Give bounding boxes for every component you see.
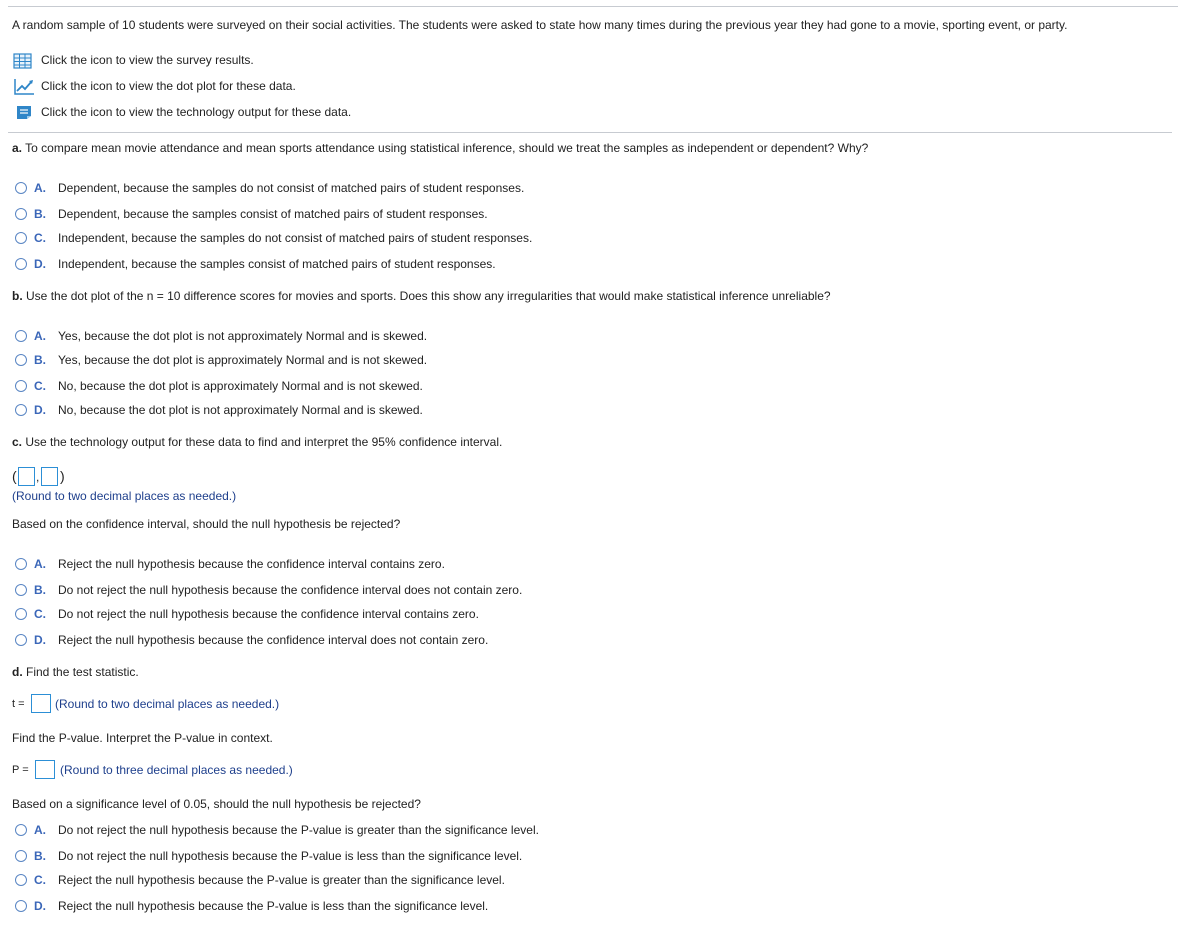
- question-c: [12, 435, 502, 449]
- qa-option-a-radio[interactable]: [15, 182, 27, 194]
- t-statistic-label: t =: [12, 698, 25, 710]
- qd-option-b-radio[interactable]: [15, 850, 27, 862]
- ci-lower-input[interactable]: [18, 467, 35, 486]
- qd-option-d-radio[interactable]: [15, 900, 27, 912]
- qd-option-b-letter: B.: [34, 849, 46, 863]
- qd-option-c-text[interactable]: Reject the null hypothesis because the P-value is greater than the significance level.: [58, 873, 505, 887]
- qc-option-b-letter: B.: [34, 583, 46, 597]
- qa-option-d-radio[interactable]: [15, 258, 27, 270]
- qb-option-d-text[interactable]: No, because the dot plot is not approximately Normal and is skewed.: [58, 403, 423, 417]
- qd-option-c-radio[interactable]: [15, 874, 27, 886]
- technology-output-link[interactable]: Click the icon to view the technology output for these data.: [41, 105, 352, 119]
- p-value-label: P =: [12, 764, 29, 776]
- qa-option-a-text[interactable]: Dependent, because the samples do not consist of matched pairs of student responses.: [58, 181, 525, 195]
- qa-option-d-text[interactable]: Independent, because the samples consist of matched pairs of student responses.: [58, 257, 496, 271]
- qb-option-a-radio[interactable]: [15, 330, 27, 342]
- dot-plot-link[interactable]: Click the icon to view the dot plot for these data.: [41, 79, 296, 93]
- qc-option-b-radio[interactable]: [15, 584, 27, 596]
- qc-option-a-text[interactable]: Reject the null hypothesis because the confidence interval contains zero.: [58, 557, 445, 571]
- qb-option-b-letter: B.: [34, 353, 46, 367]
- qb-option-a-text[interactable]: Yes, because the dot plot is not approximately Normal and is skewed.: [58, 329, 428, 343]
- top-divider: [8, 6, 1178, 7]
- qa-option-c-letter: C.: [34, 231, 46, 245]
- table-icon[interactable]: [13, 53, 33, 69]
- question-b-label: b.: [12, 289, 23, 303]
- qd-option-b-text[interactable]: Do not reject the null hypothesis because the P-value is less than the significance level.: [58, 849, 523, 863]
- qa-option-c-text[interactable]: Independent, because the samples do not consist of matched pairs of student responses.: [58, 231, 533, 245]
- qc-option-c-text[interactable]: Do not reject the null hypothesis because the confidence interval contains zero.: [58, 607, 479, 621]
- p-round-hint: (Round to three decimal places as needed.): [60, 763, 293, 777]
- significance-question: Based on a significance level of 0.05, should the null hypothesis be rejected?: [12, 797, 421, 811]
- qd-option-c-letter: C.: [34, 873, 46, 887]
- qb-option-a-letter: A.: [34, 329, 46, 343]
- qd-option-a-text[interactable]: Do not reject the null hypothesis because the P-value is greater than the significance level.: [58, 823, 539, 837]
- ci-comma: ,: [36, 470, 40, 484]
- qb-option-c-radio[interactable]: [15, 380, 27, 392]
- qb-option-c-letter: C.: [34, 379, 46, 393]
- qc-option-a-radio[interactable]: [15, 558, 27, 570]
- p-value-prompt: Find the P-value. Interpret the P-value in context.: [12, 731, 273, 745]
- qd-option-a-radio[interactable]: [15, 824, 27, 836]
- qd-option-d-text[interactable]: Reject the null hypothesis because the P-value is less than the significance level.: [58, 899, 489, 913]
- qd-option-d-letter: D.: [34, 899, 46, 913]
- qb-option-b-text[interactable]: Yes, because the dot plot is approximately Normal and is not skewed.: [58, 353, 428, 367]
- qa-option-a-letter: A.: [34, 181, 46, 195]
- question-b-text: Use the dot plot of the n = 10 difference scores for movies and sports. Does this show any irregularities that would make statistical inference unreliable?: [26, 289, 831, 303]
- qa-option-b-letter: B.: [34, 207, 46, 221]
- question-d-label: d.: [12, 665, 23, 679]
- document-icon[interactable]: [15, 104, 35, 120]
- survey-results-link[interactable]: Click the icon to view the survey results.: [41, 53, 254, 67]
- qc-option-d-letter: D.: [34, 633, 46, 647]
- qa-option-c-radio[interactable]: [15, 232, 27, 244]
- question-c-text: Use the technology output for these data to find and interpret the 95% confidence interval.: [25, 435, 503, 449]
- qc-option-a-letter: A.: [34, 557, 46, 571]
- qc-option-d-radio[interactable]: [15, 634, 27, 646]
- question-a-text: To compare mean movie attendance and mean sports attendance using statistical inference, should we treat the samples as independent or dependent? Why?: [25, 141, 869, 155]
- t-round-hint: (Round to two decimal places as needed.): [55, 697, 280, 711]
- intro-text: A random sample of 10 students were surveyed on their social activities. The students were asked to state how many times during the previous year they had gone to a movie, sporting event, or party.: [12, 18, 1068, 32]
- ci-open-paren: (: [12, 468, 17, 484]
- qd-option-a-letter: A.: [34, 823, 46, 837]
- ci-upper-input[interactable]: [41, 467, 58, 486]
- ci-followup-question: Based on the confidence interval, should the null hypothesis be rejected?: [12, 517, 401, 531]
- qa-option-d-letter: D.: [34, 257, 46, 271]
- qb-option-c-text[interactable]: No, because the dot plot is approximately Normal and is not skewed.: [58, 379, 423, 393]
- question-b: [12, 289, 831, 303]
- qc-option-c-letter: C.: [34, 607, 46, 621]
- qc-option-c-radio[interactable]: [15, 608, 27, 620]
- t-statistic-input[interactable]: [31, 694, 51, 713]
- chart-icon[interactable]: [13, 78, 33, 94]
- question-a: [12, 141, 868, 155]
- qa-option-b-text[interactable]: Dependent, because the samples consist of matched pairs of student responses.: [58, 207, 488, 221]
- question-d: [12, 665, 139, 679]
- qc-option-b-text[interactable]: Do not reject the null hypothesis because the confidence interval does not contain zero.: [58, 583, 523, 597]
- qb-option-d-letter: D.: [34, 403, 46, 417]
- section-divider: [8, 132, 1172, 133]
- ci-round-hint: (Round to two decimal places as needed.): [12, 489, 237, 503]
- question-c-label: c.: [12, 435, 23, 449]
- qa-option-b-radio[interactable]: [15, 208, 27, 220]
- ci-close-paren: ): [60, 468, 65, 484]
- p-value-input[interactable]: [35, 760, 55, 779]
- qb-option-d-radio[interactable]: [15, 404, 27, 416]
- qb-option-b-radio[interactable]: [15, 354, 27, 366]
- question-a-label: a.: [12, 141, 23, 155]
- qc-option-d-text[interactable]: Reject the null hypothesis because the confidence interval does not contain zero.: [58, 633, 489, 647]
- question-d-text: Find the test statistic.: [26, 665, 139, 679]
